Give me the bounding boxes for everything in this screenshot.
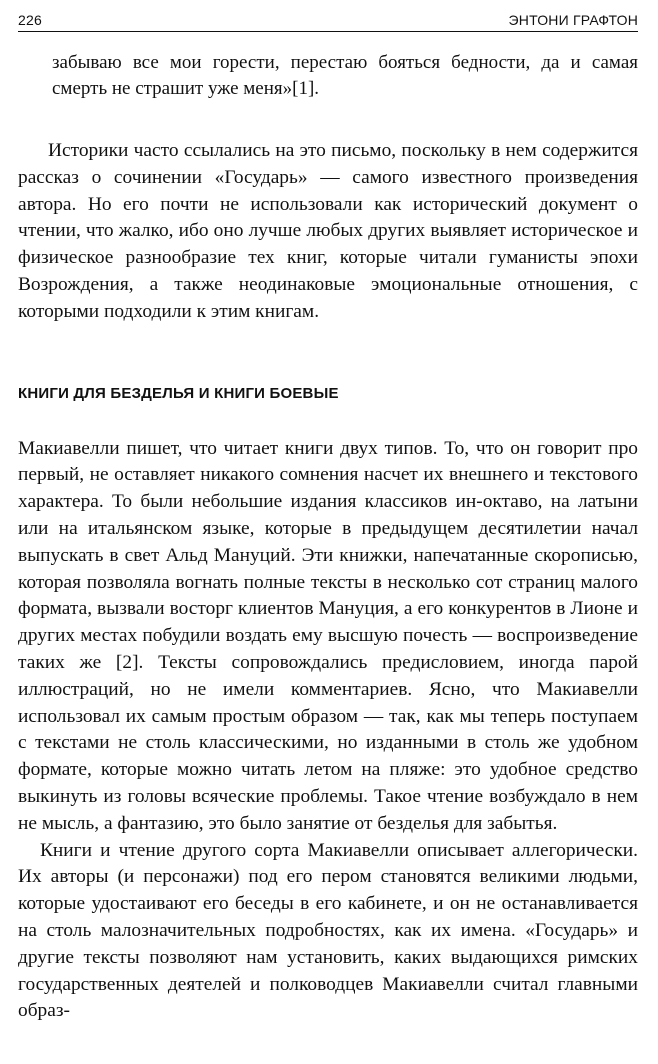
running-head-author: ЭНТОНИ ГРАФТОН — [508, 12, 638, 28]
paragraph-3: Книги и чтение другого сорта Макиавелли описывает аллегорически. Их авторы (и персонажи) под его пером становятся великими людьми, которые удостаивают его беседы в его кабинете, и он не останавливается на столь малозначительных подробностях, как их имена. «Государь» и другие тексты позволяют нам установить, каких выдающихся римских государственных деятелей и полководцев Макиавелли считал главными образ- — [18, 839, 638, 1022]
section-heading: КНИГИ ДЛЯ БЕЗДЕЛЬЯ И КНИГИ БОЕВЫЕ — [18, 384, 339, 402]
quote-continuation: забываю все мои горести, перестаю бояться бедности, да и самая смерть не страшит уже меня»[1]. — [52, 52, 638, 99]
paragraph-2: Макиавелли пишет, что читает книги двух типов. То, что он говорит про первый, не оставляет никакого сомнения насчет их внешнего и текстового характера. То были небольшие издания классиков ин-октаво, на латыни или на итальянском языке, которые в предыдущем десятилетии начал выпускать в свет Альд Мануций. Эти книжки, напечатанные скорописью, которая позволяла вогнать полные тексты в несколько сот страниц малого формата, вызвали восторг клиентов Мануция, а его конкурентов в Лионе и других местах побудили воздать ему высшую почесть — воспроизведение таких же [2]. Тексты сопровождались предисловием, иногда парой иллюстраций, но не имели комментариев. Ясно, что Макиавелли использовал их самым простым образом — так, как мы теперь поступаем с текстами не столь классическими, но изданными в столь же удобном формате, которые можно читать летом на пляже: это удобное средство выкинуть из головы всяческие проблемы. Такое чтение возбуждало в нем не мысль, а фантазию, это было занятие от безделья для забытья. — [18, 437, 638, 834]
page-number: 226 — [18, 12, 42, 28]
paragraph-1: Историки часто ссылались на это письмо, поскольку в нем содержится рассказ о сочинении «Государь» — самого известного произведения автора. Но его почти не использовали как исторический документ о чтении, что жалко, ибо оно лучше любых других выявляет историческое и физическое разнообразие тех книг, которые читали гуманисты эпохи Возрождения, а также неодинаковые эмоциональные отношения, с которыми подходили к этим книгам. — [18, 140, 638, 322]
book-page — [18, 10, 638, 1025]
running-head — [18, 10, 638, 32]
